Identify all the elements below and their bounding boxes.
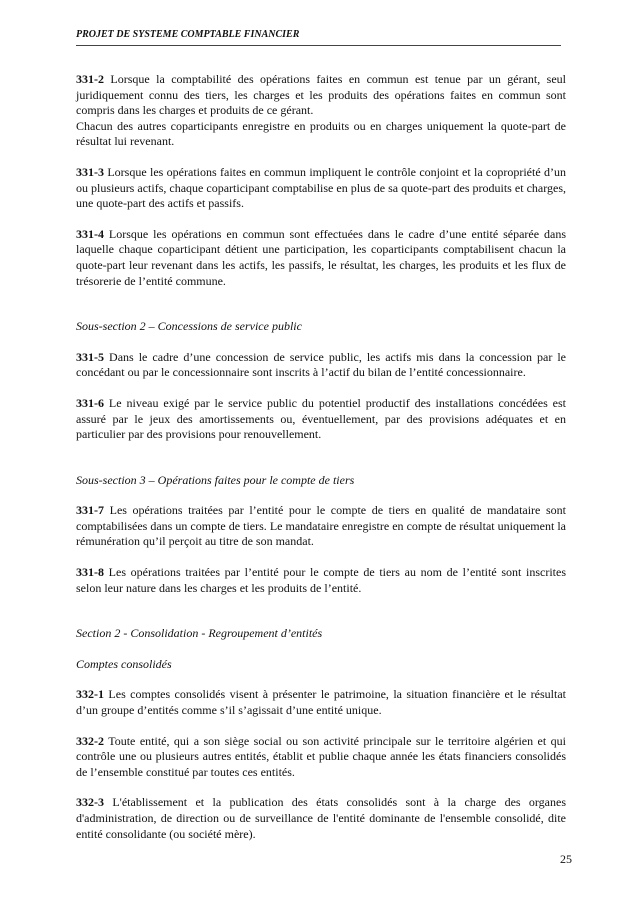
section-heading: Section 2 - Consolidation - Regroupement d’entités	[76, 626, 323, 641]
paragraph-text: Dans le cadre d’une concession de service public, les actifs mis dans la concession par le concédant ou par le concessionnaire sont inscrits à l’actif du bilan de l’entité concessionnaire.	[76, 349, 566, 380]
paragraph-331-5	[76, 350, 566, 381]
subsection-heading: Comptes consolidés	[76, 656, 172, 671]
page-number: 25	[560, 852, 572, 866]
article-number: 331-2	[76, 72, 104, 86]
article-number: 331-6	[76, 395, 104, 410]
paragraph-text: Lorsque les opérations faites en commun impliquent le contrôle conjoint et la copropriété d’un ou plusieurs actifs, chaque coparticipant comptabilise en plus de sa quote-part des produits et charges, une quote-part des actifs et passifs.	[76, 164, 566, 211]
paragraph-text: Lorsque la comptabilité des opérations faites en commun est tenue par un gérant, seul juridiquement connu des tiers, les charges et les produits des opérations faites en commun sont compris dans les charges et produits de ce gérant.	[76, 72, 566, 118]
header-rule	[76, 45, 561, 46]
paragraph-text: Les opérations traitées par l’entité pour le compte de tiers en qualité de mandataire sont comptabilisées dans un compte de tiers. Le mandataire enregistre en compte de résultat uniquement la rémunération qu’il perçoit au titre de son mandat.	[76, 503, 566, 549]
paragraph-331-7	[76, 503, 566, 550]
article-number: 331-5	[76, 349, 104, 364]
paragraph-text: L'établissement et la publication des états consolidés sont à la charge des organes d'administration, de direction ou de surveillance de l'entité dominante de l'ensemble consolidé, dite entité consolidante (ou société mère).	[76, 795, 566, 841]
paragraph-331-3	[76, 165, 566, 212]
paragraph-text: Toute entité, qui a son siège social ou son activité principale sur le territoire algérien et qui contrôle une ou plusieurs autres entités, établit et publie chaque année les états financiers consolidés de l’ensemble constitué par toutes ces entités.	[76, 733, 566, 779]
paragraph-text: Le niveau exigé par le service public du potentiel productif des installations concédées est assuré par le jeux des amortissements ou, éventuellement, par des provisions adéquates et en particulier par des provisions pour renouvellement.	[76, 395, 566, 442]
article-number: 332-3	[76, 795, 104, 810]
document-body	[76, 72, 566, 842]
article-number: 331-7	[76, 503, 104, 518]
article-number: 332-2	[76, 733, 104, 748]
paragraph-331-6	[76, 396, 566, 443]
paragraph-331-4	[76, 227, 566, 289]
running-header: PROJET DE SYSTEME COMPTABLE FINANCIER	[76, 29, 300, 40]
paragraph-text: Les opérations traitées par l’entité pour le compte de tiers au nom de l’entité sont inscrites selon leur nature dans les charges et les produits de l’entité.	[76, 565, 566, 595]
paragraph-text: Lorsque les opérations en commun sont effectuées dans le cadre d’une entité séparée dans laquelle chaque coparticipant détient une participation, les coparticipants comptabilisent chacun la quote-part leur revenant dans les actifs, les passifs, le résultat, les charges, les produits et les flux de trésorerie de l’entité commune.	[76, 226, 566, 288]
article-number: 331-8	[76, 565, 104, 580]
article-number: 332-1	[76, 687, 104, 702]
paragraph-text: Les comptes consolidés visent à présenter le patrimoine, la situation financière et le résultat d’un groupe d’entités comme s’il s’agissait d’une entité unique.	[76, 687, 566, 718]
paragraph-331-2	[76, 72, 566, 119]
paragraph-332-1	[76, 687, 566, 718]
paragraph-331-8	[76, 565, 566, 596]
subsection-heading: Sous-section 3 – Opérations faites pour le compte de tiers	[76, 472, 355, 487]
paragraph-332-2	[76, 734, 566, 781]
paragraph-332-3	[76, 795, 566, 842]
paragraph-331-2-continued: Chacun des autres coparticipants enregistre en produits ou en charges uniquement la quote-part de résultat lui revenant.	[76, 118, 566, 149]
article-number: 331-3	[76, 164, 104, 179]
article-number: 331-4	[76, 226, 104, 241]
subsection-heading: Sous-section 2 – Concessions de service public	[76, 319, 302, 334]
